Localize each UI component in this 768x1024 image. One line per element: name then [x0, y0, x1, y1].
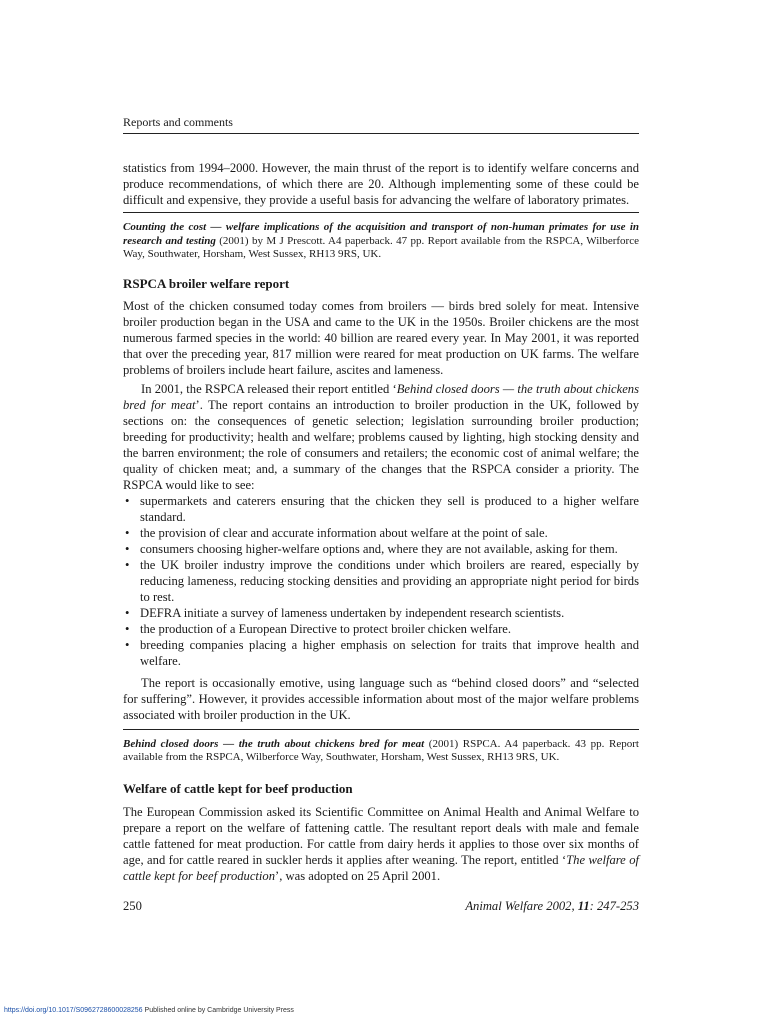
- doi-footer: [4, 1006, 294, 1016]
- page-content: [123, 114, 639, 914]
- broiler-paragraph-1: Most of the chicken consumed today comes from broilers — birds bred solely for meat. Intensive broiler production began in the USA and came to the UK in the 1950s. Broiler chickens are the most numerous farmed species in the world: 40 billion are reared every year. In May 2001, it was reported that over the preceding year, 817 million were reared for meat production on UK farms. The welfare problems of broilers include heart failure, ascites and lameness.: [123, 298, 639, 377]
- list-item: • supermarkets and caterers ensuring that the chicken they sell is produced to a higher welfare standard.: [123, 493, 639, 525]
- list-item: • DEFRA initiate a survey of lameness undertaken by independent research scientists.: [123, 605, 639, 621]
- list-item: • the UK broiler industry improve the conditions under which broilers are reared, especially by reducing lameness, reducing stocking densities and providing an appropriate night period for birds to rest.: [123, 557, 639, 605]
- para2-start: In 2001, the RSPCA released their report entitled ‘: [141, 381, 397, 396]
- journal-citation: [465, 898, 639, 914]
- reference-details: (2001) RSPCA. A4 paperback. 43 pp. Report available from the RSPCA, Wilberforce Way, Southwater, Horsham, West Sussex, RH13 9RS, UK.: [123, 737, 639, 763]
- divider: [123, 212, 639, 213]
- cattle-para-start: The European Commission asked its Scientific Committee on Animal Health and Animal Welfare to prepare a report on the welfare of fattening cattle. The resultant report deals with male and female cattle fattened for meat production. For cattle from dairy herds it applies to those over six months of age, and for cattle reared in suckler herds it applies after weaning. The report, entitled ‘: [123, 804, 639, 867]
- journal-pages: : 247-253: [589, 898, 639, 913]
- page-footer: [123, 898, 639, 914]
- para2-report-title: Behind closed doors — the truth about chickens bred for meat: [123, 381, 639, 412]
- cattle-paragraph: [123, 804, 639, 884]
- reference-title: Behind closed doors — the truth about chickens bred for meat: [123, 737, 425, 750]
- reference-details: (2001) by M J Prescott. A4 paperback. 47 pp. Report available from the RSPCA, Wilberforce Way, Southwater, Horsham, West Sussex, RH13 9RS, UK.: [123, 234, 639, 260]
- broiler-paragraph-2: [123, 381, 639, 493]
- broiler-paragraph-3: The report is occasionally emotive, using language such as “behind closed doors” and “selected for suffering”. However, it provides accessible information about most of the major welfare problems associated with broiler production in the UK.: [123, 675, 639, 722]
- journal-volume: 11: [577, 898, 590, 913]
- reference-counting-the-cost: [123, 221, 639, 262]
- running-head: Reports and comments: [123, 114, 639, 134]
- list-item: • the provision of clear and accurate information about welfare at the point of sale.: [123, 525, 639, 541]
- reference-behind-closed-doors: [123, 738, 639, 765]
- reference-title: Counting the cost — welfare implications of the acquisition and transport of non-human primates for use in research and testing: [123, 221, 639, 247]
- recommendation-list: [123, 493, 639, 669]
- divider: [123, 729, 639, 730]
- section-heading-cattle: Welfare of cattle kept for beef production: [123, 780, 353, 796]
- cattle-report-title: The welfare of cattle kept for beef production: [123, 852, 639, 883]
- page-number: 250: [123, 898, 142, 913]
- list-item: • the production of a European Directive to protect broiler chicken welfare.: [123, 621, 639, 637]
- cattle-para-end: ’, was adopted on 25 April 2001.: [275, 868, 441, 883]
- journal-year: 2002,: [543, 898, 578, 913]
- list-item: • breeding companies placing a higher emphasis on selection for traits that improve health and welfare.: [123, 637, 639, 669]
- intro-paragraph: statistics from 1994–2000. However, the main thrust of the report is to identify welfare concerns and produce recommendations, of which there are 20. Although implementing some of these could be difficult and expensive, they provide a useful basis for advancing the welfare of laboratory primates.: [123, 161, 639, 207]
- section-heading-broiler: RSPCA broiler welfare report: [123, 275, 290, 291]
- list-item: • consumers choosing higher-welfare options and, where they are not available, asking for them.: [123, 541, 639, 557]
- doi-text: Published online by Cambridge University Press: [142, 1007, 294, 1014]
- doi-link[interactable]: https://doi.org/10.1017/S0962728600028256: [4, 1007, 143, 1014]
- para2-rest: ’. The report contains an introduction to broiler production in the UK, followed by sections on: the consequences of genetic selection; legislation surrounding broiler production; breeding for productivity; health and welfare; problems caused by lighting, high stocking density and the barren environment; the role of consumers and retailers; the economic cost of animal welfare; the quality of chicken meat; and, a summary of the changes that the RSPCA consider a priority. The RSPCA would like to see:: [123, 397, 640, 492]
- journal-name: Animal Welfare: [465, 898, 544, 913]
